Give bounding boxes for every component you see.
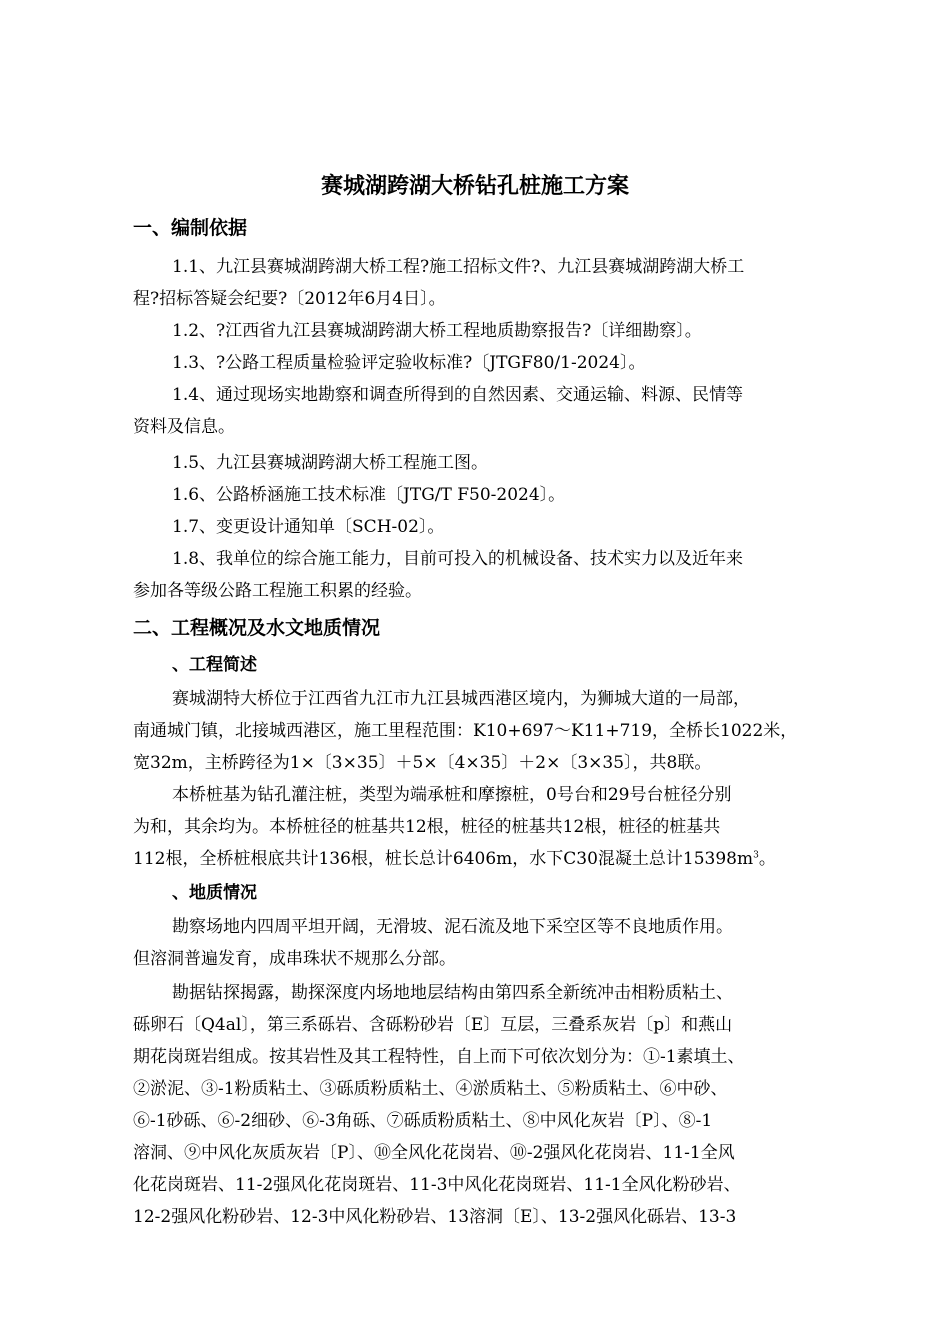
paragraph-line: 为和，其余均为。本桥桩径的桩基共12根，桩径的桩基共12根，桩径的桩基共 <box>133 817 721 837</box>
paragraph-line: 化花岗斑岩、11-2强风化花岗斑岩、11-3中风化花岗斑岩、11-1全风化粉砂岩、 <box>133 1175 741 1195</box>
superscript: 3 <box>753 850 759 861</box>
paragraph-line: 1.4、通过现场实地勘察和调查所得到的自然因素、交通运输、料源、民情等 <box>172 385 744 405</box>
paragraph-line: ⑥-1砂砾、⑥-2细砂、⑥-3角砾、⑦砾质粉质粘土、⑧中风化灰岩〔P〕、⑧-1 <box>133 1111 713 1131</box>
section-heading-basis: 一、编制依据 <box>133 217 248 239</box>
paragraph-line: ②淤泥、③-1粉质粘土、③砾质粉质粘土、④淤质粘土、⑤粉质粘土、⑥中砂、 <box>133 1079 728 1099</box>
paragraph-line: 资料及信息。 <box>133 417 235 437</box>
paragraph-line: 1.3、?公路工程质量检验评定验收标准?〔JTGF80/1-2024〕。 <box>172 353 646 373</box>
document-title: 赛城湖跨湖大桥钻孔桩施工方案 <box>320 173 629 199</box>
paragraph-line: 赛城湖特大桥位于江西省九江市九江县城西港区境内，为狮城大道的一局部， <box>172 689 750 709</box>
paragraph-line: 勘据钻探揭露，勘探深度内场地地层结构由第四系全新统冲击相粉质粘土、 <box>172 983 733 1003</box>
paragraph-line: 勘察场地内四周平坦开阔，无滑坡、泥石流及地下采空区等不良地质作用。 <box>172 917 733 937</box>
paragraph-line: 砾卵石〔Q4al〕，第三系砾岩、含砾粉砂岩〔E〕互层，三叠系灰岩〔p〕和燕山 <box>133 1015 733 1035</box>
paragraph-line: 1.6、公路桥涵施工技术标准〔JTG/T F50-2024〕。 <box>172 485 566 505</box>
paragraph-line: 但溶洞普遍发育，成串珠状不规那么分部。 <box>133 949 456 969</box>
paragraph-line: 1.8、我单位的综合施工能力，目前可投入的机械设备、技术实力以及近年来 <box>172 549 744 569</box>
paragraph-line: 程?招标答疑会纪要?〔2012年6月4日〕。 <box>133 289 446 309</box>
paragraph-line: 宽32m，主桥跨径为1×〔3×35〕＋5×〔4×35〕＋2×〔3×35〕，共8联。 <box>133 753 712 773</box>
section-heading-overview: 二、工程概况及水文地质情况 <box>133 617 381 639</box>
paragraph-line: 1.5、九江县赛城湖跨湖大桥工程施工图。 <box>172 453 489 473</box>
paragraph-line: 1.2、?江西省九江县赛城湖跨湖大桥工程地质勘察报告?〔详细勘察〕。 <box>172 321 702 341</box>
paragraph-line: 参加各等级公路工程施工积累的经验。 <box>133 581 422 601</box>
paragraph-line: 12-2强风化粉砂岩、12-3中风化粉砂岩、13溶洞〔E〕、13-2强风化砾岩、13-3 <box>133 1207 737 1227</box>
paragraph-line: 期花岗斑岩组成。按其岩性及其工程特性，自上而下可依次划分为：①-1素填土、 <box>133 1047 745 1067</box>
paragraph-line: 溶洞、⑨中风化灰质灰岩〔P〕、⑩全风化花岗岩、⑩-2强风化花岗岩、11-1全风 <box>133 1143 735 1163</box>
subsection-heading-geology: 、地质情况 <box>172 883 257 903</box>
paragraph-line: 1.7、变更设计通知单〔SCH-02〕。 <box>172 517 445 537</box>
paragraph-line: 1.1、九江县赛城湖跨湖大桥工程?施工招标文件?、九江县赛城湖跨湖大桥工 <box>172 257 745 277</box>
text-run: 112根，全桥桩根底共计136根，桩长总计6406m，水下C30混凝土总计15398m <box>133 849 754 869</box>
paragraph-line: 南通城门镇，北接城西港区，施工里程范围：K10+697～K11+719，全桥长1022米， <box>133 721 798 741</box>
paragraph-line <box>133 846 776 872</box>
subsection-heading-project: 、工程简述 <box>172 655 257 675</box>
text-run: 。 <box>758 849 776 869</box>
paragraph-line: 本桥桩基为钻孔灌注桩，类型为端承桩和摩擦桩，0号台和29号台桩径分别 <box>172 785 732 805</box>
